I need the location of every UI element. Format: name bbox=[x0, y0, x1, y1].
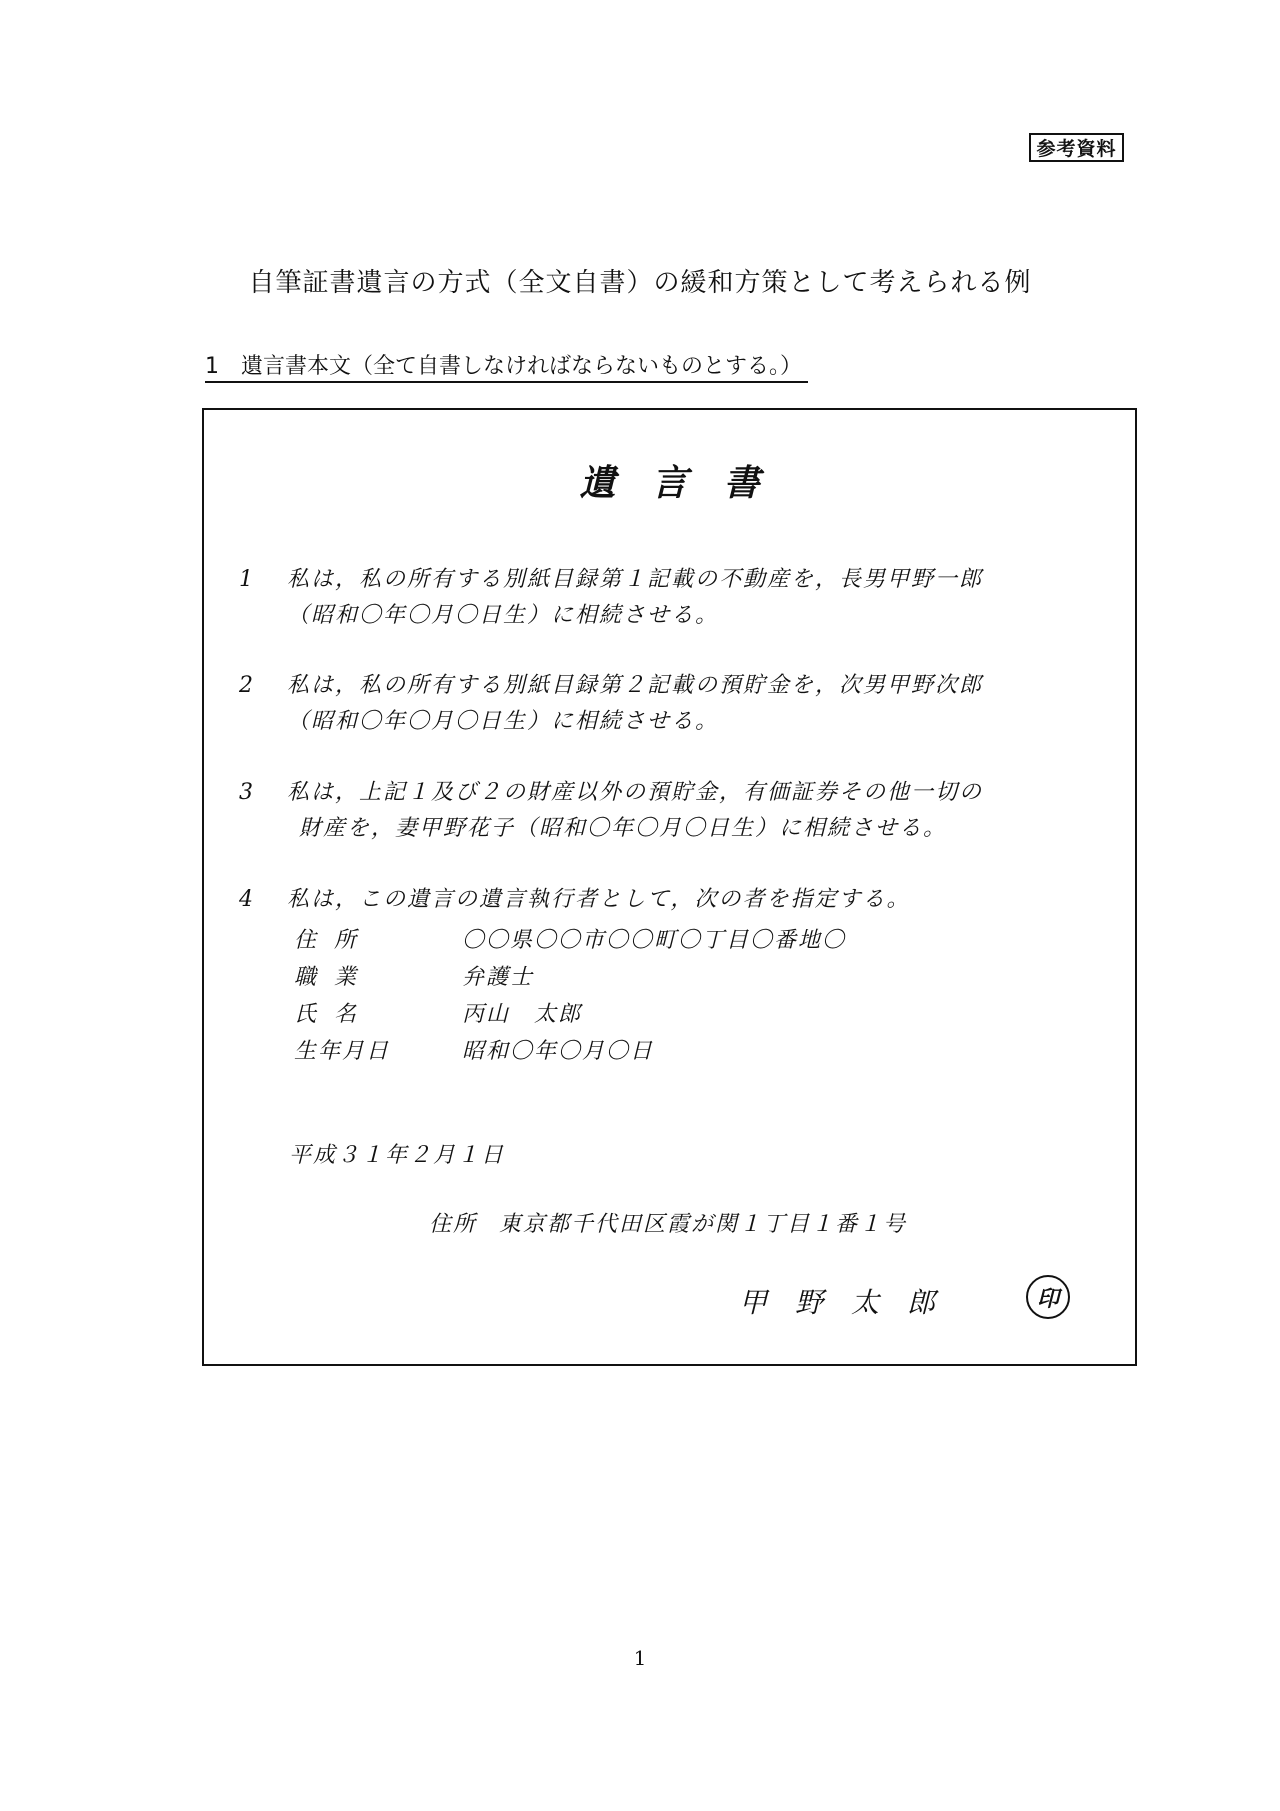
executor-row-occupation bbox=[294, 959, 846, 996]
executor-value: 昭和〇年〇月〇日 bbox=[462, 1039, 655, 1064]
executor-row-birthdate bbox=[294, 1033, 846, 1070]
clause-number: 2 bbox=[239, 673, 255, 698]
executor-row-address bbox=[294, 922, 846, 959]
executor-label: 職業 bbox=[294, 965, 375, 990]
will-clause-4 bbox=[239, 882, 1119, 918]
clause-text-continued: 財産を，妻甲野花子（昭和〇年〇月〇日生）に相続させる。 bbox=[299, 816, 948, 841]
executor-row-name bbox=[294, 996, 846, 1033]
executor-label: 生年月日 bbox=[294, 1039, 391, 1064]
will-clause-1 bbox=[239, 562, 1119, 634]
clause-text: 私は，私の所有する別紙目録第２記載の預貯金を，次男甲野次郎 bbox=[287, 673, 984, 698]
address-value: 東京都千代田区霞が関１丁目１番１号 bbox=[499, 1212, 908, 1237]
executor-label: 氏名 bbox=[294, 1002, 375, 1027]
clause-number: 1 bbox=[239, 567, 255, 592]
reference-material-label: 参考資料 bbox=[1029, 133, 1124, 162]
testator-signature: 甲野太郎 bbox=[739, 1286, 964, 1319]
document-title: 自筆証書遺言の方式（全文自書）の緩和方策として考えられる例 bbox=[248, 268, 1032, 298]
will-sample-box bbox=[202, 408, 1137, 1366]
clause-text-continued: （昭和〇年〇月〇日生）に相続させる。 bbox=[287, 709, 720, 734]
will-clause-2 bbox=[239, 668, 1119, 740]
executor-details bbox=[294, 922, 846, 1070]
testator-address bbox=[429, 1207, 907, 1238]
clause-text: 私は，私の所有する別紙目録第１記載の不動産を，長男甲野一郎 bbox=[287, 567, 984, 592]
seal-stamp-icon: 印 bbox=[1026, 1275, 1070, 1319]
address-label: 住所 bbox=[429, 1212, 478, 1237]
clause-text: 私は，上記１及び２の財産以外の預貯金，有価証券その他一切の bbox=[287, 780, 984, 805]
executor-value: 丙山 太郎 bbox=[462, 1002, 583, 1027]
clause-number: 3 bbox=[239, 780, 255, 805]
page-number: 1 bbox=[633, 1646, 647, 1670]
will-title: 遺言書 bbox=[579, 462, 796, 504]
clause-number: 4 bbox=[239, 887, 255, 912]
section-heading: 1 遺言書本文（全て自書しなければならないものとする。） bbox=[205, 349, 808, 383]
clause-text-continued: （昭和〇年〇月〇日生）に相続させる。 bbox=[287, 603, 720, 628]
clause-text: 私は，この遺言の遺言執行者として，次の者を指定する。 bbox=[287, 887, 911, 912]
executor-value: 〇〇県〇〇市〇〇町〇丁目〇番地〇 bbox=[462, 928, 847, 953]
will-date: 平成３１年２月１日 bbox=[289, 1143, 506, 1168]
executor-label: 住所 bbox=[294, 928, 375, 953]
will-clause-3 bbox=[239, 775, 1119, 847]
executor-value: 弁護士 bbox=[462, 965, 535, 990]
